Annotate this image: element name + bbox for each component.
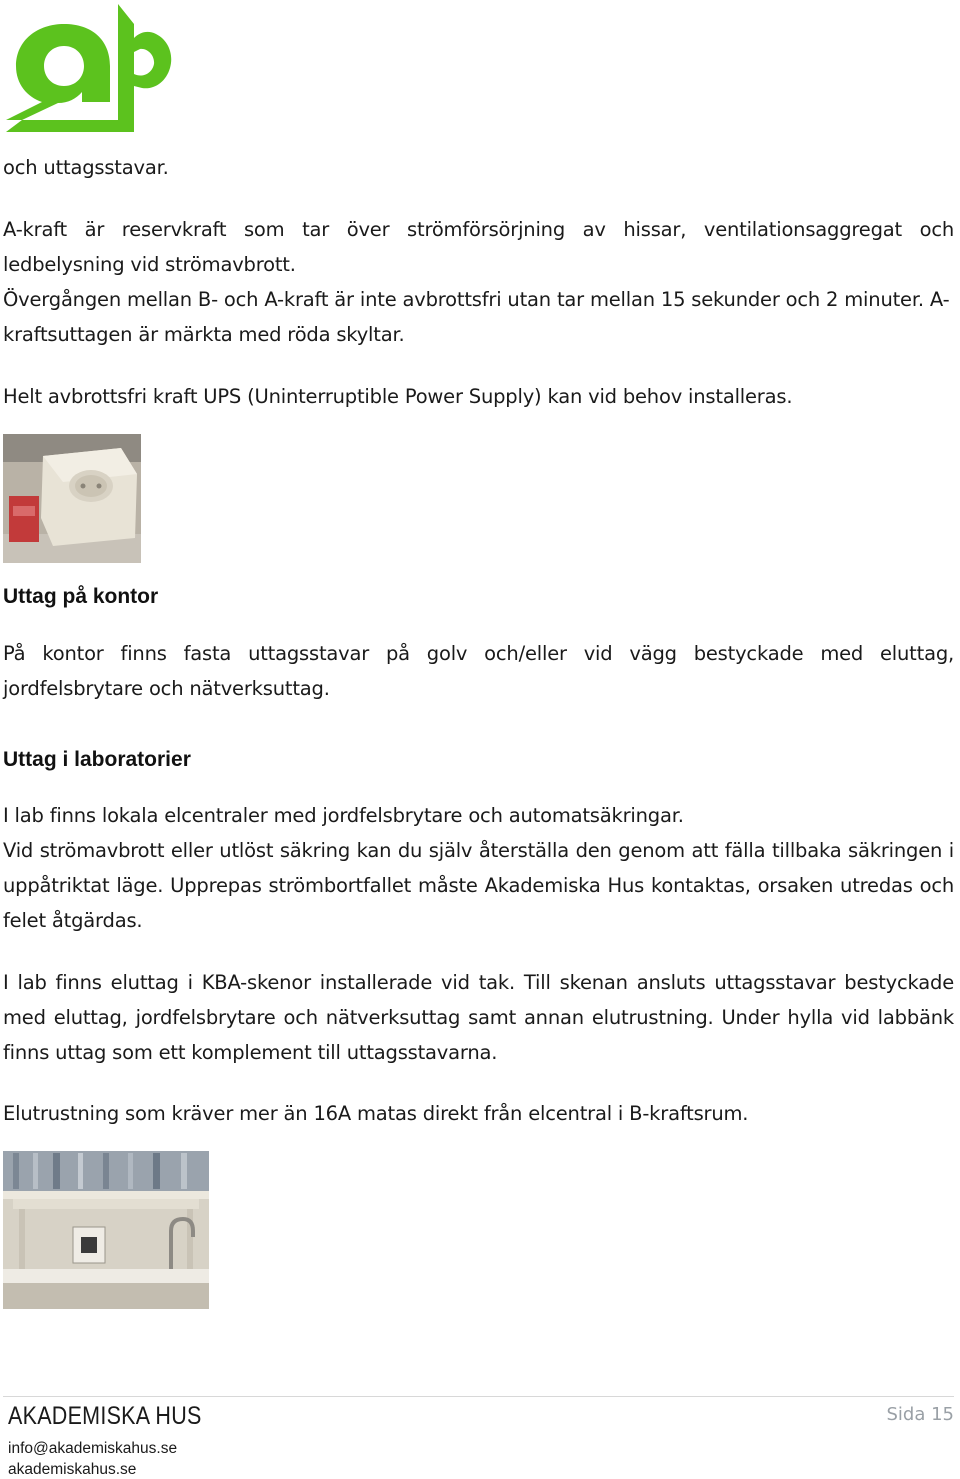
akademiska-hus-logo [2,2,174,134]
paragraph-lab-elcentraler: I lab finns lokala elcentraler med jordfelsbrytare och automatsäkringar. [3,804,684,827]
page-number: Sida 15 [886,1404,954,1425]
paragraph-ups: Helt avbrottsfri kraft UPS (Uninterruptible Power Supply) kan vid behov installeras. [3,385,793,408]
heading-kontor: Uttag på kontor [3,585,159,608]
paragraph-a-kraft: A-kraft är reservkraft som tar över strömförsörjning av hissar, ventilationsaggregat och ledbelysning vid strömavbrott. [3,218,954,276]
logo-a-shape [6,24,110,120]
footer-company-name: AKADEMISKA HUS [8,1402,202,1430]
footer-website: akademiskahus.se [8,1461,137,1478]
footer-divider [3,1396,954,1397]
paragraph-16a: Elutrustning som kräver mer än 16A matas direkt från elcentral i B-kraftsrum. [3,1102,749,1125]
paragraph-intro: och uttagsstavar. [3,156,169,179]
heading-laboratorier: Uttag i laboratorier [3,748,191,771]
paragraph-kba-skenor: I lab finns eluttag i KBA-skenor installerade vid tak. Till skenan ansluts uttagsstavar bestyckade med eluttag, jordfelsbrytare och nätverksuttag samt annan elutrustning. Under hylla vid labbänk finns uttag som ett komplement till uttagsstavarna. [3,971,954,1064]
paragraph-stromavbrott: Vid strömavbrott eller utlöst säkring kan du själv återställa den genom att fälla tillbaka säkringen i uppåtriktat läge. Upprepas strömbortfallet måste Akademiska Hus kontaktas, orsaken utredas och felet åtgärdas. [3,839,954,932]
lab-bench-photo [3,1151,209,1309]
outlet-photo [3,434,141,563]
paragraph-overgang: Övergången mellan B- och A-kraft är inte avbrottsfri utan tar mellan 15 sekunder och 2 minuter. A-kraftsuttagen är märkta med röda skyltar. [3,288,950,346]
footer-email: info@akademiskahus.se [8,1440,178,1457]
paragraph-kontor: På kontor finns fasta uttagsstavar på golv och/eller vid vägg bestyckade med eluttag, jordfelsbrytare och nätverksuttag. [3,642,954,700]
